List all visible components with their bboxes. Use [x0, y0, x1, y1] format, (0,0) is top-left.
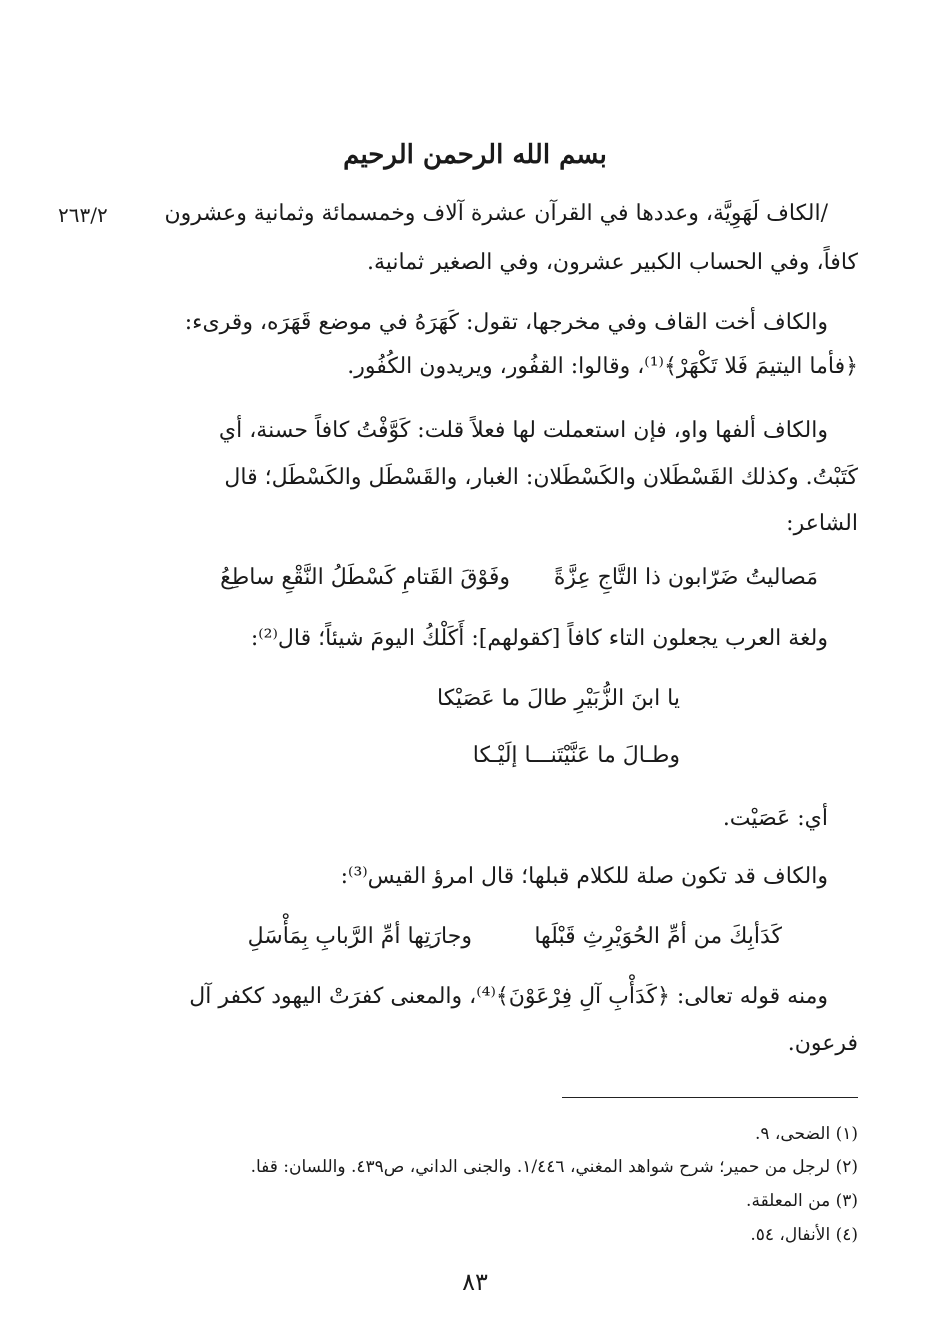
page-reference: ٢٦٣/٢: [58, 203, 108, 227]
body-line-4: ﴿فأما اليتيمَ فَلا تَكْهَرْ﴾⁽¹⁾، وقالوا: القفُور، ويريدون الكُفُور.: [347, 354, 858, 379]
page-title: بسم الله الرحمن الرحيم: [343, 140, 607, 170]
body-line-7: الشاعر:: [786, 511, 858, 536]
page-number: ٨٣: [462, 1268, 488, 1296]
body-line-8: ولغة العرب يجعلون التاء كافاً [كقولهم]: أَكَلْكُ اليومَ شيئاً؛ قال⁽²⁾:: [250, 626, 828, 651]
rajaz-line-1: يا ابنَ الزُّبَيْرِ طالَ ما عَصَيْكا: [436, 686, 680, 711]
body-line-5: والكاف ألفها واو، فإن استعملت لها فعلاً قلت: كَوَّفْتُ كافاً حسنة، أي: [218, 418, 828, 443]
body-line-10: والكاف قد تكون صلة للكلام قبلها؛ قال امرؤ القيس⁽³⁾:: [340, 864, 828, 889]
body-line-11: ومنه قوله تعالى: ﴿كَدَأْبِ آلِ فِرْعَوْنَ﴾⁽⁴⁾، والمعنى كفرَتْ اليهود ككفر آل: [189, 984, 828, 1009]
verse-2-second-hemistich: وجارَتِها أمِّ الرَّبابِ بِمَأْسَلِ: [247, 924, 472, 949]
rajaz-line-2: وطـالَ ما عَنَّيْتَنـــا إلَيْـكا: [472, 743, 680, 768]
footnote-1: (١) الضحى، ٩.: [754, 1124, 858, 1144]
footnote-4: (٤) الأنفال، ٥٤.: [750, 1225, 858, 1245]
body-line-9: أي: عَصَيْت.: [722, 806, 828, 831]
body-line-12: فرعون.: [787, 1031, 858, 1056]
verse-2-first-hemistich: كَدَأبِكَ من أمِّ الحُوَيْرِثِ قَبْلَها: [534, 924, 782, 949]
body-line-3: والكاف أخت القاف وفي مخرجها، تقول: كَهَرَهُ في موضع قَهَرَه، وقرىء:: [184, 310, 828, 335]
footnote-3: (٣) من المعلقة.: [746, 1191, 858, 1211]
verse-1-second-hemistich: وفَوْقَ القَتامِ كَسْطَلُ النَّقْعِ ساطِعُ: [220, 565, 510, 590]
body-line-2: كافاً، وفي الحساب الكبير عشرون، وفي الصغير ثمانية.: [367, 250, 858, 275]
footnote-2: (٢) لرجل من حمير؛ شرح شواهد المغني، ١/٤٤٦. والجنى الداني، ص٤٣٩. واللسان: قفا.: [250, 1157, 858, 1177]
body-line-6: كَتَبْتُ. وكذلك القَسْطَلان والكَسْطَلان: الغبار، والقَسْطَل والكَسْطَل؛ قال: [224, 465, 858, 490]
verse-1-first-hemistich: مَصاليتُ ضَرّابون ذا التَّاجِ عِزَّةً: [553, 565, 818, 590]
body-line-1: /الكاف لَهَوِيَّة، وعددها في القرآن عشرة آلاف وخمسمائة وثمانية وعشرون: [164, 201, 828, 226]
footnote-separator: [562, 1097, 858, 1098]
